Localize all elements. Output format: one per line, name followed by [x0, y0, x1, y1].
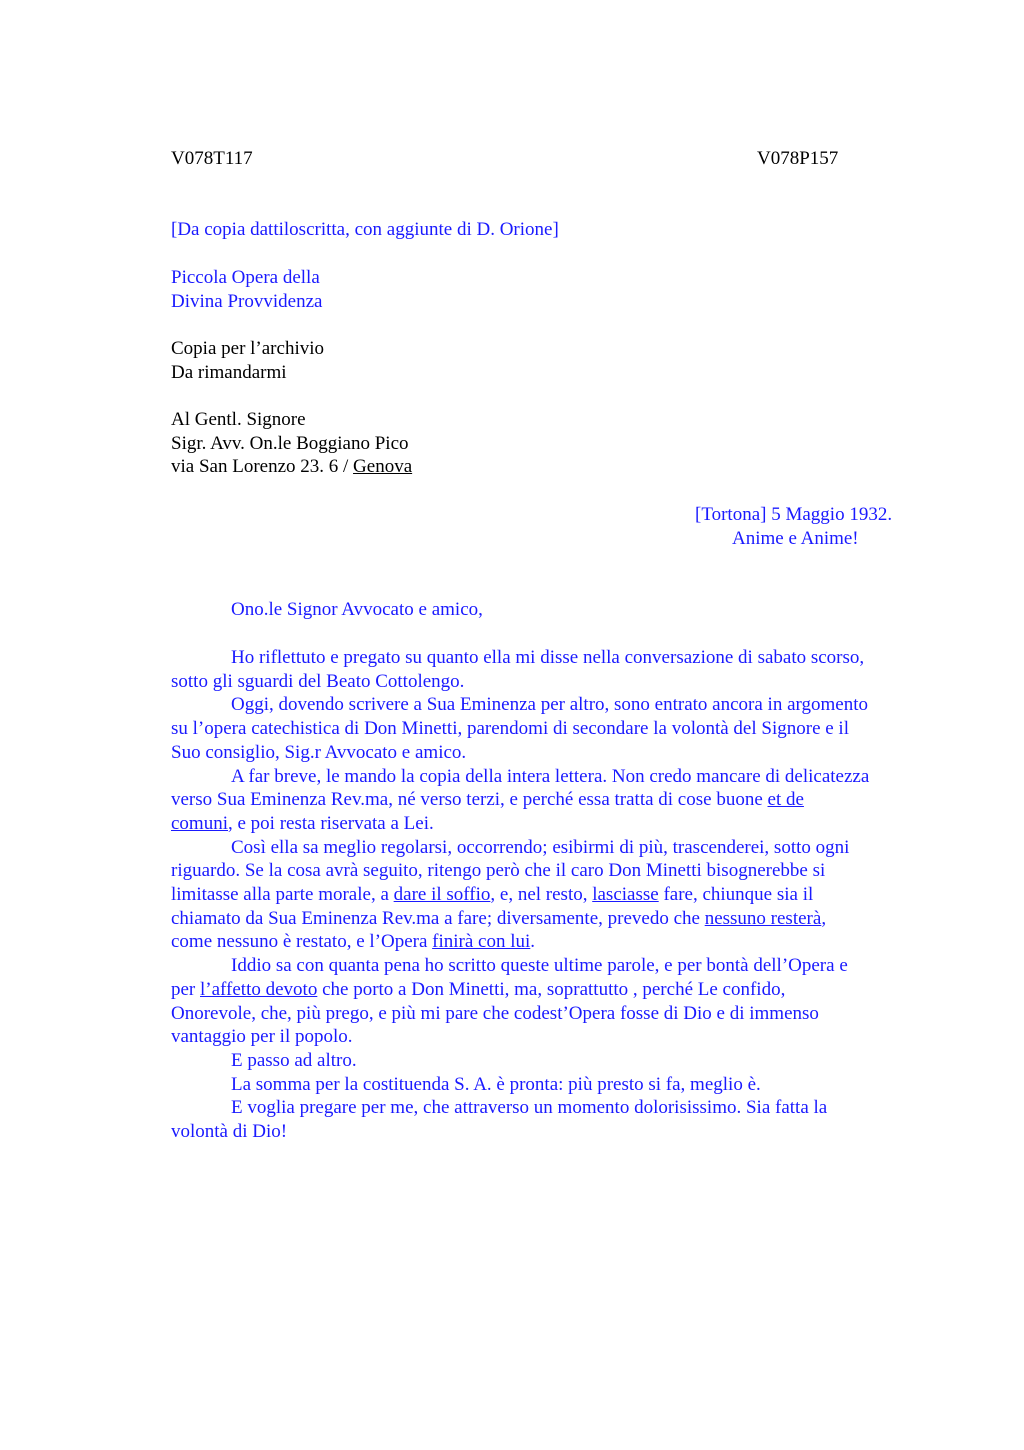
header-right-code: V078P157 [757, 148, 839, 169]
recipient-line-2: Sigr. Avv. On.le Boggiano Pico [171, 432, 409, 454]
p5-line-2-text-b: che porto a Don Minetti, ma, soprattutto , perché Le confido, [317, 978, 786, 1000]
p4-line-5-text-b: . [530, 931, 536, 953]
p5-line-2-text-a: per [171, 978, 201, 1000]
p4-line-3 [171, 883, 931, 907]
p4-underlined-lasciasse: lasciasse [592, 884, 659, 906]
p4-line-5 [171, 930, 931, 954]
recipient-city: Genova [353, 456, 413, 478]
p4-line-3-text-b: , e, nel resto, [490, 884, 593, 906]
p3-line-3-text: , e poi resta riservata a Lei. [228, 812, 434, 834]
recipient-street: via San Lorenzo 23. 6 / [171, 456, 354, 478]
letterhead-line-1: Piccola Opera della [171, 267, 320, 288]
p3-line-1: A far breve, le mando la copia della intera lettera. Non credo mancare di delicatezza [231, 765, 870, 787]
salutation: Ono.le Signor Avvocato e amico, [231, 599, 483, 620]
header-left-code: V078T117 [171, 148, 253, 169]
p6-line: E passo ad altro. [231, 1049, 357, 1071]
recipient-line-1: Al Gentl. Signore [171, 409, 306, 430]
p3-line-3 [171, 812, 931, 836]
source-note: [Da copia dattiloscritta, con aggiunte di D. Orione] [171, 219, 559, 240]
letterhead [171, 266, 931, 313]
p1-line-1: Ho riflettuto e pregato su quanto ella mi disse nella conversazione di sabato scorso, [231, 647, 865, 668]
p4-line-3-text-a: limitasse alla parte morale, a [171, 884, 394, 906]
p3-line-2-text: verso Sua Eminenza Rev.ma, né verso terzi, e perché essa tratta di cose buone [171, 789, 768, 811]
archive-note [171, 337, 931, 384]
recipient-address [171, 408, 931, 479]
p4-line-4 [171, 907, 931, 931]
p5-line-4: vantaggio per il popolo. [171, 1026, 353, 1048]
dateline-motto: Anime e Anime! [732, 528, 859, 549]
archive-note-line-1: Copia per l’archivio [171, 338, 325, 359]
p3-underlined-comuni: comuni [171, 812, 228, 834]
dateline-date: [Tortona] 5 Maggio 1932. [695, 504, 893, 525]
p4-line-5-text-a: come nessuno è restato, e l’Opera [171, 931, 433, 953]
p5-line-3: Onorevole, che, più prego, e più mi pare che codest’Opera fosse di Dio e di immenso [171, 1002, 819, 1024]
letter-body [171, 646, 931, 1144]
p5-line-1: Iddio sa con quanta pena ho scritto queste ultime parole, e per bontà dell’Opera e [231, 955, 848, 977]
recipient-line-3 [171, 455, 931, 479]
p7-line: La somma per la costituenda S. A. è pronta: più presto si fa, meglio è. [231, 1073, 761, 1095]
p4-underlined-nessuno-restera: nessuno resterà [704, 907, 822, 929]
p3-underlined-et-de: et de [767, 789, 804, 811]
p5-underlined-affetto-devoto: l’affetto devoto [200, 978, 318, 1000]
p5-line-2 [171, 978, 931, 1002]
p3-line-2 [171, 788, 931, 812]
p4-line-4-text-b: , [821, 907, 827, 929]
p8-line-1: E voglia pregare per me, che attraverso un momento dolorisissimo. Sia fatta la [231, 1097, 828, 1119]
p4-line-1: Così ella sa meglio regolarsi, occorrendo; esibirmi di più, trascenderei, sotto ogni [231, 836, 850, 858]
p4-underlined-dare-il-soffio: dare il soffio [393, 884, 491, 906]
p8-line-2: volontà di Dio! [171, 1121, 288, 1143]
archive-note-line-2: Da rimandarmi [171, 361, 287, 383]
p1-line-2: sotto gli sguardi del Beato Cottolengo. [171, 670, 465, 692]
p4-line-3-text-c: fare, chiunque sia il [658, 884, 814, 906]
p4-line-2: riguardo. Se la cosa avrà seguito, ritengo però che il caro Don Minetti bisognerebbe si [171, 860, 826, 882]
p2-line-1: Oggi, dovendo scrivere a Sua Eminenza per altro, sono entrato ancora in argomento [231, 694, 868, 716]
letterhead-line-2: Divina Provvidenza [171, 290, 323, 312]
p2-line-2: su l’opera catechistica di Don Minetti, parendomi di secondare la volontà del Signore e il [171, 718, 849, 740]
p4-line-4-text-a: chiamato da Sua Eminenza Rev.ma a fare; diversamente, prevedo che [171, 907, 705, 929]
p2-line-3: Suo consiglio, Sig.r Avvocato e amico. [171, 741, 467, 763]
p4-underlined-finira-con-lui: finirà con lui [432, 931, 531, 953]
